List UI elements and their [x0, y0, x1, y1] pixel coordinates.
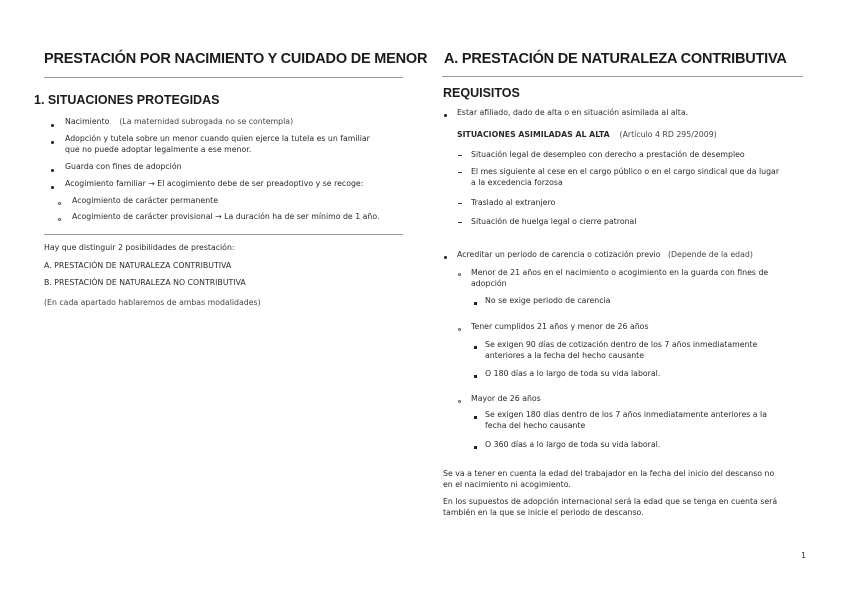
- circle-bullet-icon: [458, 328, 461, 331]
- list-item-acogimiento: Acogimiento familiar → El acogimiento debe de ser preadoptivo y se recoge:: [65, 179, 364, 188]
- asimiladas-heading: [457, 130, 717, 140]
- asimilada-1: Situación legal de desempleo con derecho a prestación de desempleo: [471, 150, 745, 159]
- carencia-note: (Depende de la edad): [667, 250, 753, 259]
- bullet-icon: [51, 124, 54, 127]
- circle-bullet-icon: [458, 273, 461, 276]
- item-label: Nacimiento: [65, 117, 110, 126]
- circle-bullet-icon: [458, 400, 461, 403]
- list-item-adopcion-line2: que no puede adoptar legalmente a ese menor.: [65, 145, 252, 154]
- circle-bullet-icon: [58, 218, 61, 221]
- option-a: A. PRESTACIÓN DE NATURALEZA CONTRIBUTIVA: [44, 261, 232, 270]
- square-bullet-icon: [474, 302, 477, 305]
- para2-line2: también en la que se inicie el periodo de descanso.: [443, 508, 644, 517]
- mayor-sub1-line2: fecha del hecho causante: [485, 421, 586, 430]
- option-b: B. PRESTACIÓN DE NATURALEZA NO CONTRIBUTIVA: [44, 278, 246, 287]
- list-item-guarda: Guarda con fines de adopción: [65, 162, 182, 171]
- circle-bullet-icon: [58, 202, 61, 205]
- requisito-afiliado: Estar afiliado, dado de alta o en situación asimilada al alta.: [457, 108, 689, 117]
- section-title: A. PRESTACIÓN DE NATURALEZA CONTRIBUTIVA: [444, 51, 787, 67]
- asimilada-3: Traslado al extranjero: [471, 198, 556, 207]
- entre-21-26: Tener cumplidos 21 años y menor de 26 años: [471, 322, 649, 331]
- entre-sub2: O 180 días a lo largo de toda su vida laboral.: [485, 369, 661, 378]
- title-divider: [44, 77, 403, 78]
- mayor-sub2: O 360 días a lo largo de toda su vida laboral.: [485, 440, 661, 449]
- requisito-carencia: [457, 250, 753, 260]
- mayor26: Mayor de 26 años: [471, 394, 541, 403]
- item-note: (La maternidad subrogada no se contempla): [119, 117, 294, 126]
- square-bullet-icon: [474, 346, 477, 349]
- list-item-acog-permanente: Acogimiento de carácter permanente: [72, 196, 218, 205]
- bullet-icon: [444, 114, 447, 117]
- list-item-adopcion-line1: Adopción y tutela sobre un menor cuando quien ejerce la tutela es un familiar: [65, 134, 370, 143]
- entre-sub1-line2: anteriores a la fecha del hecho causante: [485, 351, 645, 360]
- bullet-icon: [51, 169, 54, 172]
- title-divider: [442, 76, 803, 77]
- entre-sub1-line1: Se exigen 90 días de cotización dentro de los 7 años inmediatamente: [485, 340, 758, 349]
- square-bullet-icon: [474, 375, 477, 378]
- carencia-text: Acreditar un periodo de carencia o cotización previo: [457, 250, 661, 259]
- menor21-line1: Menor de 21 años en el nacimiento o acogimiento en la guarda con fines de: [471, 268, 769, 277]
- bullet-icon: [444, 256, 447, 259]
- menor21-sub: No se exige periodo de carencia: [485, 296, 611, 305]
- mayor-sub1-line1: Se exigen 180 días dentro de los 7 años inmediatamente anteriores a la: [485, 410, 768, 419]
- page-title: PRESTACIÓN POR NACIMIENTO Y CUIDADO DE MENOR: [44, 51, 428, 67]
- asimiladas-title: SITUACIONES ASIMILADAS AL ALTA: [457, 130, 610, 139]
- asimilada-2-line1: El mes siguiente al cese en el cargo público o en el cargo sindical que da lugar: [471, 167, 780, 176]
- square-bullet-icon: [474, 446, 477, 449]
- menor21-line2: adopción: [471, 279, 507, 288]
- section-heading: 1. SITUACIONES PROTEGIDAS: [34, 93, 220, 107]
- para2-line1: En los supuestos de adopción internacional será la edad que se tenga en cuenta será: [443, 497, 778, 506]
- requisitos-heading: REQUISITOS: [443, 86, 520, 100]
- asimiladas-ref: (Artículo 4 RD 295/2009): [619, 130, 717, 139]
- bullet-icon: [51, 186, 54, 189]
- dash-bullet-icon: [458, 203, 462, 204]
- para1-line1: Se va a tener en cuenta la edad del trabajador en la fecha del inicio del descanso no: [443, 469, 775, 478]
- asimilada-4: Situación de huelga legal o cierre patronal: [471, 217, 637, 226]
- para1-line2: en el nacimiento ni acogimiento.: [443, 480, 571, 489]
- distinguish-text: Hay que distinguir 2 posibilidades de prestación:: [44, 243, 235, 252]
- dash-bullet-icon: [458, 172, 462, 173]
- list-item-nacimiento: [65, 117, 293, 127]
- dash-bullet-icon: [458, 155, 462, 156]
- bullet-icon: [51, 141, 54, 144]
- square-bullet-icon: [474, 416, 477, 419]
- asimilada-2-line2: a la excedencia forzosa: [471, 178, 563, 187]
- section-divider: [44, 234, 403, 235]
- paren-note: (En cada apartado hablaremos de ambas modalidades): [44, 298, 261, 307]
- dash-bullet-icon: [458, 222, 462, 223]
- page-number: 1: [801, 551, 807, 560]
- list-item-acog-provisional: Acogimiento de carácter provisional → La duración ha de ser mínimo de 1 año.: [72, 212, 380, 221]
